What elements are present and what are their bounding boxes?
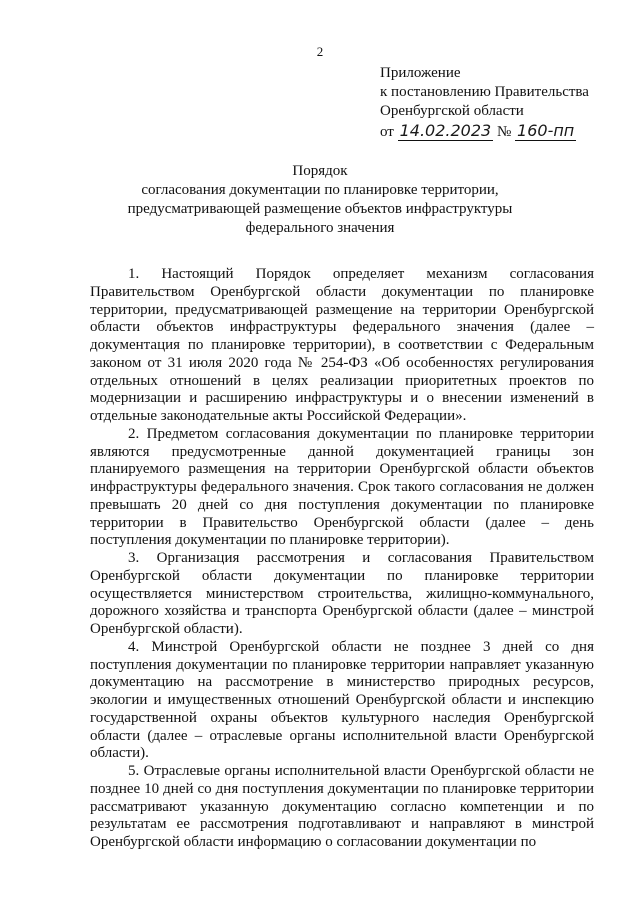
document-title <box>0 162 640 238</box>
paragraph-5: 5. Отраслевые органы исполнительной власти Оренбургской области не позднее 10 дней со дня поступления документации по планировке территории рассматривают указанную документацию согласно компетенции и по результатам ее рассмотрения подготавливают и направляют в минстрой Оренбургской области информацию о согласовании документации по <box>90 763 594 850</box>
document-body <box>90 266 594 852</box>
paragraph-1: 1. Настоящий Порядок определяет механизм согласования Правительством Оренбургской области документации по планировке территории, предусматривающей размещение на территории Оренбургской области объектов инфраструктуры федерального значения (далее – документация по планировке территории), в соответствии с Федеральным законом от 31 июля 2020 года № 254-ФЗ «Об особенностях регулирования отдельных отношений в целях реализации приоритетных проектов по модернизации и расширению инфраструктуры и о внесении изменений в отдельные законодательные акты Российской Федерации». <box>90 266 594 424</box>
appendix-label: Приложение <box>380 65 461 81</box>
title-line-4: федерального значения <box>245 220 395 236</box>
handwritten-date: 14.02.2023 <box>399 121 492 140</box>
appendix-resolution-line: к постановлению Правительства <box>380 84 589 100</box>
paragraph-2: 2. Предметом согласования документации по планировке территории являются предусмотренные данной документацией границы зон планируемого размещения на территории Оренбургской области объектов инфраструктуры федерального значения. Срок такого согласования не должен превышать 20 дней со дня поступления документации по планировке территории в Правительство Оренбургской области (далее – день поступления документации по планировке территории). <box>90 425 594 549</box>
handwritten-number: 160-пп <box>517 121 575 140</box>
appendix-block <box>380 64 589 142</box>
appendix-date-line <box>380 121 589 142</box>
title-line-3: предусматривающей размещение объектов инфраструктуры <box>127 201 513 217</box>
paragraph-4: 4. Минстрой Оренбургской области не позднее 3 дней со дня поступления документации по планировке территории направляет указанную документацию на рассмотрение в министерство природных ресурсов, экологии и имущественных отношений Оренбургской области и инспекцию государственной охраны объектов культурного наследия Оренбургской области (далее – отраслевые органы исполнительной власти Оренбургской области). <box>90 638 594 762</box>
paragraph-3: 3. Организация рассмотрения и согласования Правительством Оренбургской области документации по планировке территории осуществляется министерством строительства, жилищно-коммунального, дорожного хозяйства и транспорта Оренбургской области (далее – минстрой Оренбургской области). <box>90 550 594 637</box>
appendix-region-line: Оренбургской области <box>380 103 524 119</box>
page-number: 2 <box>316 44 324 59</box>
title-line-1: Порядок <box>292 163 348 179</box>
date-prefix: от <box>380 124 394 140</box>
number-prefix: № <box>496 124 512 140</box>
title-line-2: согласования документации по планировке территории, <box>141 182 499 198</box>
